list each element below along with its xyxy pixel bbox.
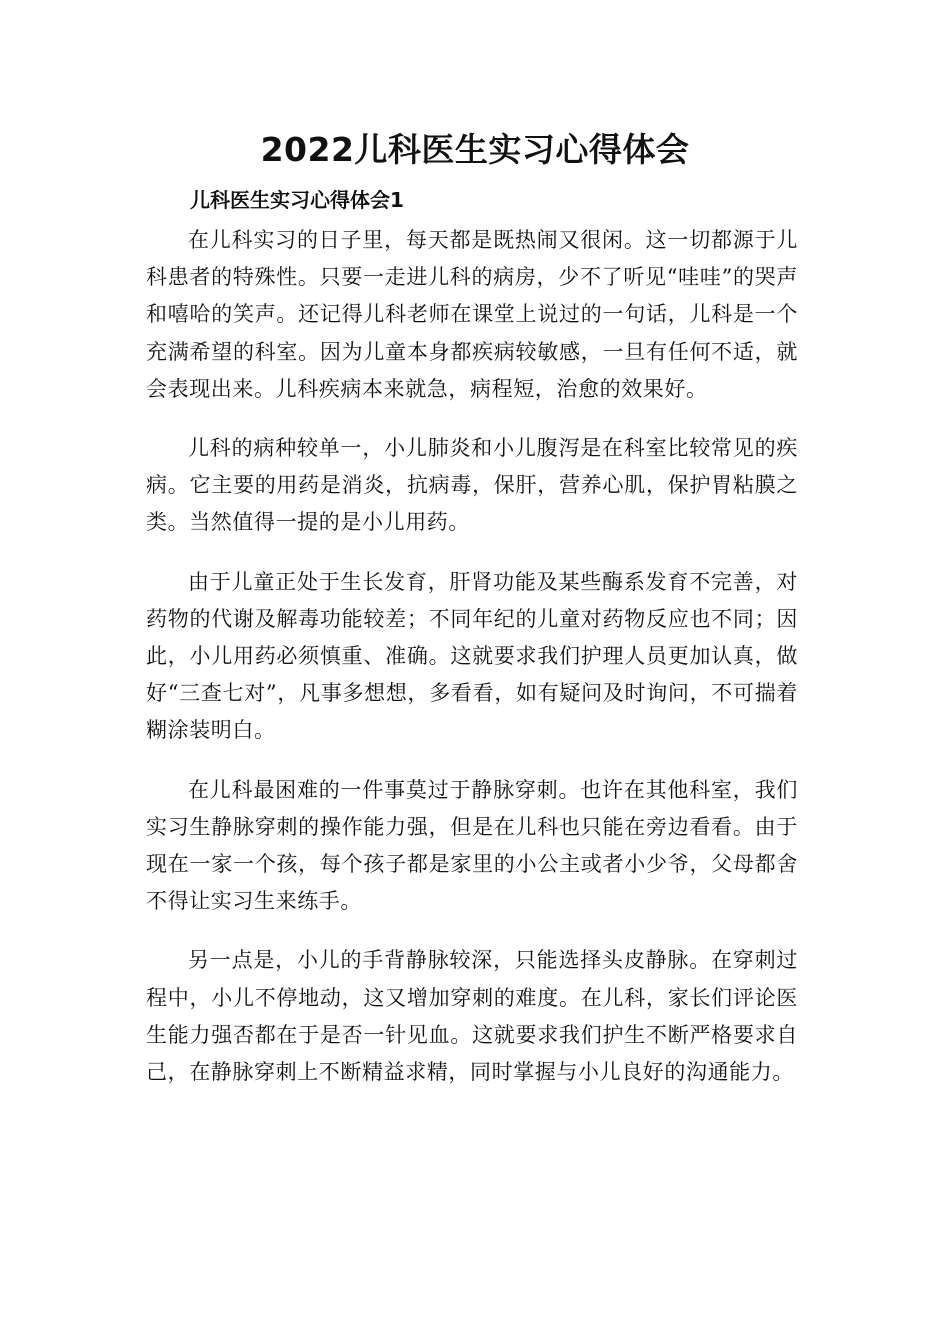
paragraph: 另一点是，小儿的手背静脉较深，只能选择头皮静脉。在穿刺过程中，小儿不停地动，这又增加穿刺的难度。在儿科，家长们评论医生能力强否都在于是否一针见血。这就要求我们护生不断严格要求自己，在静脉穿刺上不断精益求精，同时掌握与小儿良好的沟通能力。 [146,948,798,1085]
paragraph: 在儿科实习的日子里，每天都是既热闹又很闲。这一切都源于儿科患者的特殊性。只要一走进儿科的病房，少不了听见“哇哇”的哭声和嘻哈的笑声。还记得儿科老师在课堂上说过的一句话，儿科是一个充满希望的科室。因为儿童本身都疾病较敏感，一旦有任何不适，就会表现出来。儿科疾病本来就急，病程短，治愈的效果好。 [146,228,798,401]
paragraph: 在儿科最困难的一件事莫过于静脉穿刺。也许在其他科室，我们实习生静脉穿刺的操作能力强，但是在儿科也只能在旁边看看。由于现在一家一个孩，每个孩子都是家里的小公主或者小少爷，父母都舍不得让实习生来练手。 [146,777,798,914]
section-heading: 儿科医生实习心得体会1 [190,188,404,212]
document-title: 2022儿科医生实习心得体会 [260,130,690,169]
document-body [146,222,798,1113]
paragraph: 由于儿童正处于生长发育，肝肾功能及某些酶系发育不完善，对药物的代谢及解毒功能较差；不同年纪的儿童对药物反应也不同；因此，小儿用药必须慎重、准确。这就要求我们护理人员更加认真，做好“三查七对”，凡事多想想，多看看，如有疑问及时询问，不可揣着糊涂装明白。 [146,569,798,743]
paragraph: 儿科的病种较单一，小儿肺炎和小儿腹泻是在科室比较常见的疾病。它主要的用药是消炎，抗病毒，保肝，营养心肌，保护胃粘膜之类。当然值得一提的是小儿用药。 [146,436,798,535]
